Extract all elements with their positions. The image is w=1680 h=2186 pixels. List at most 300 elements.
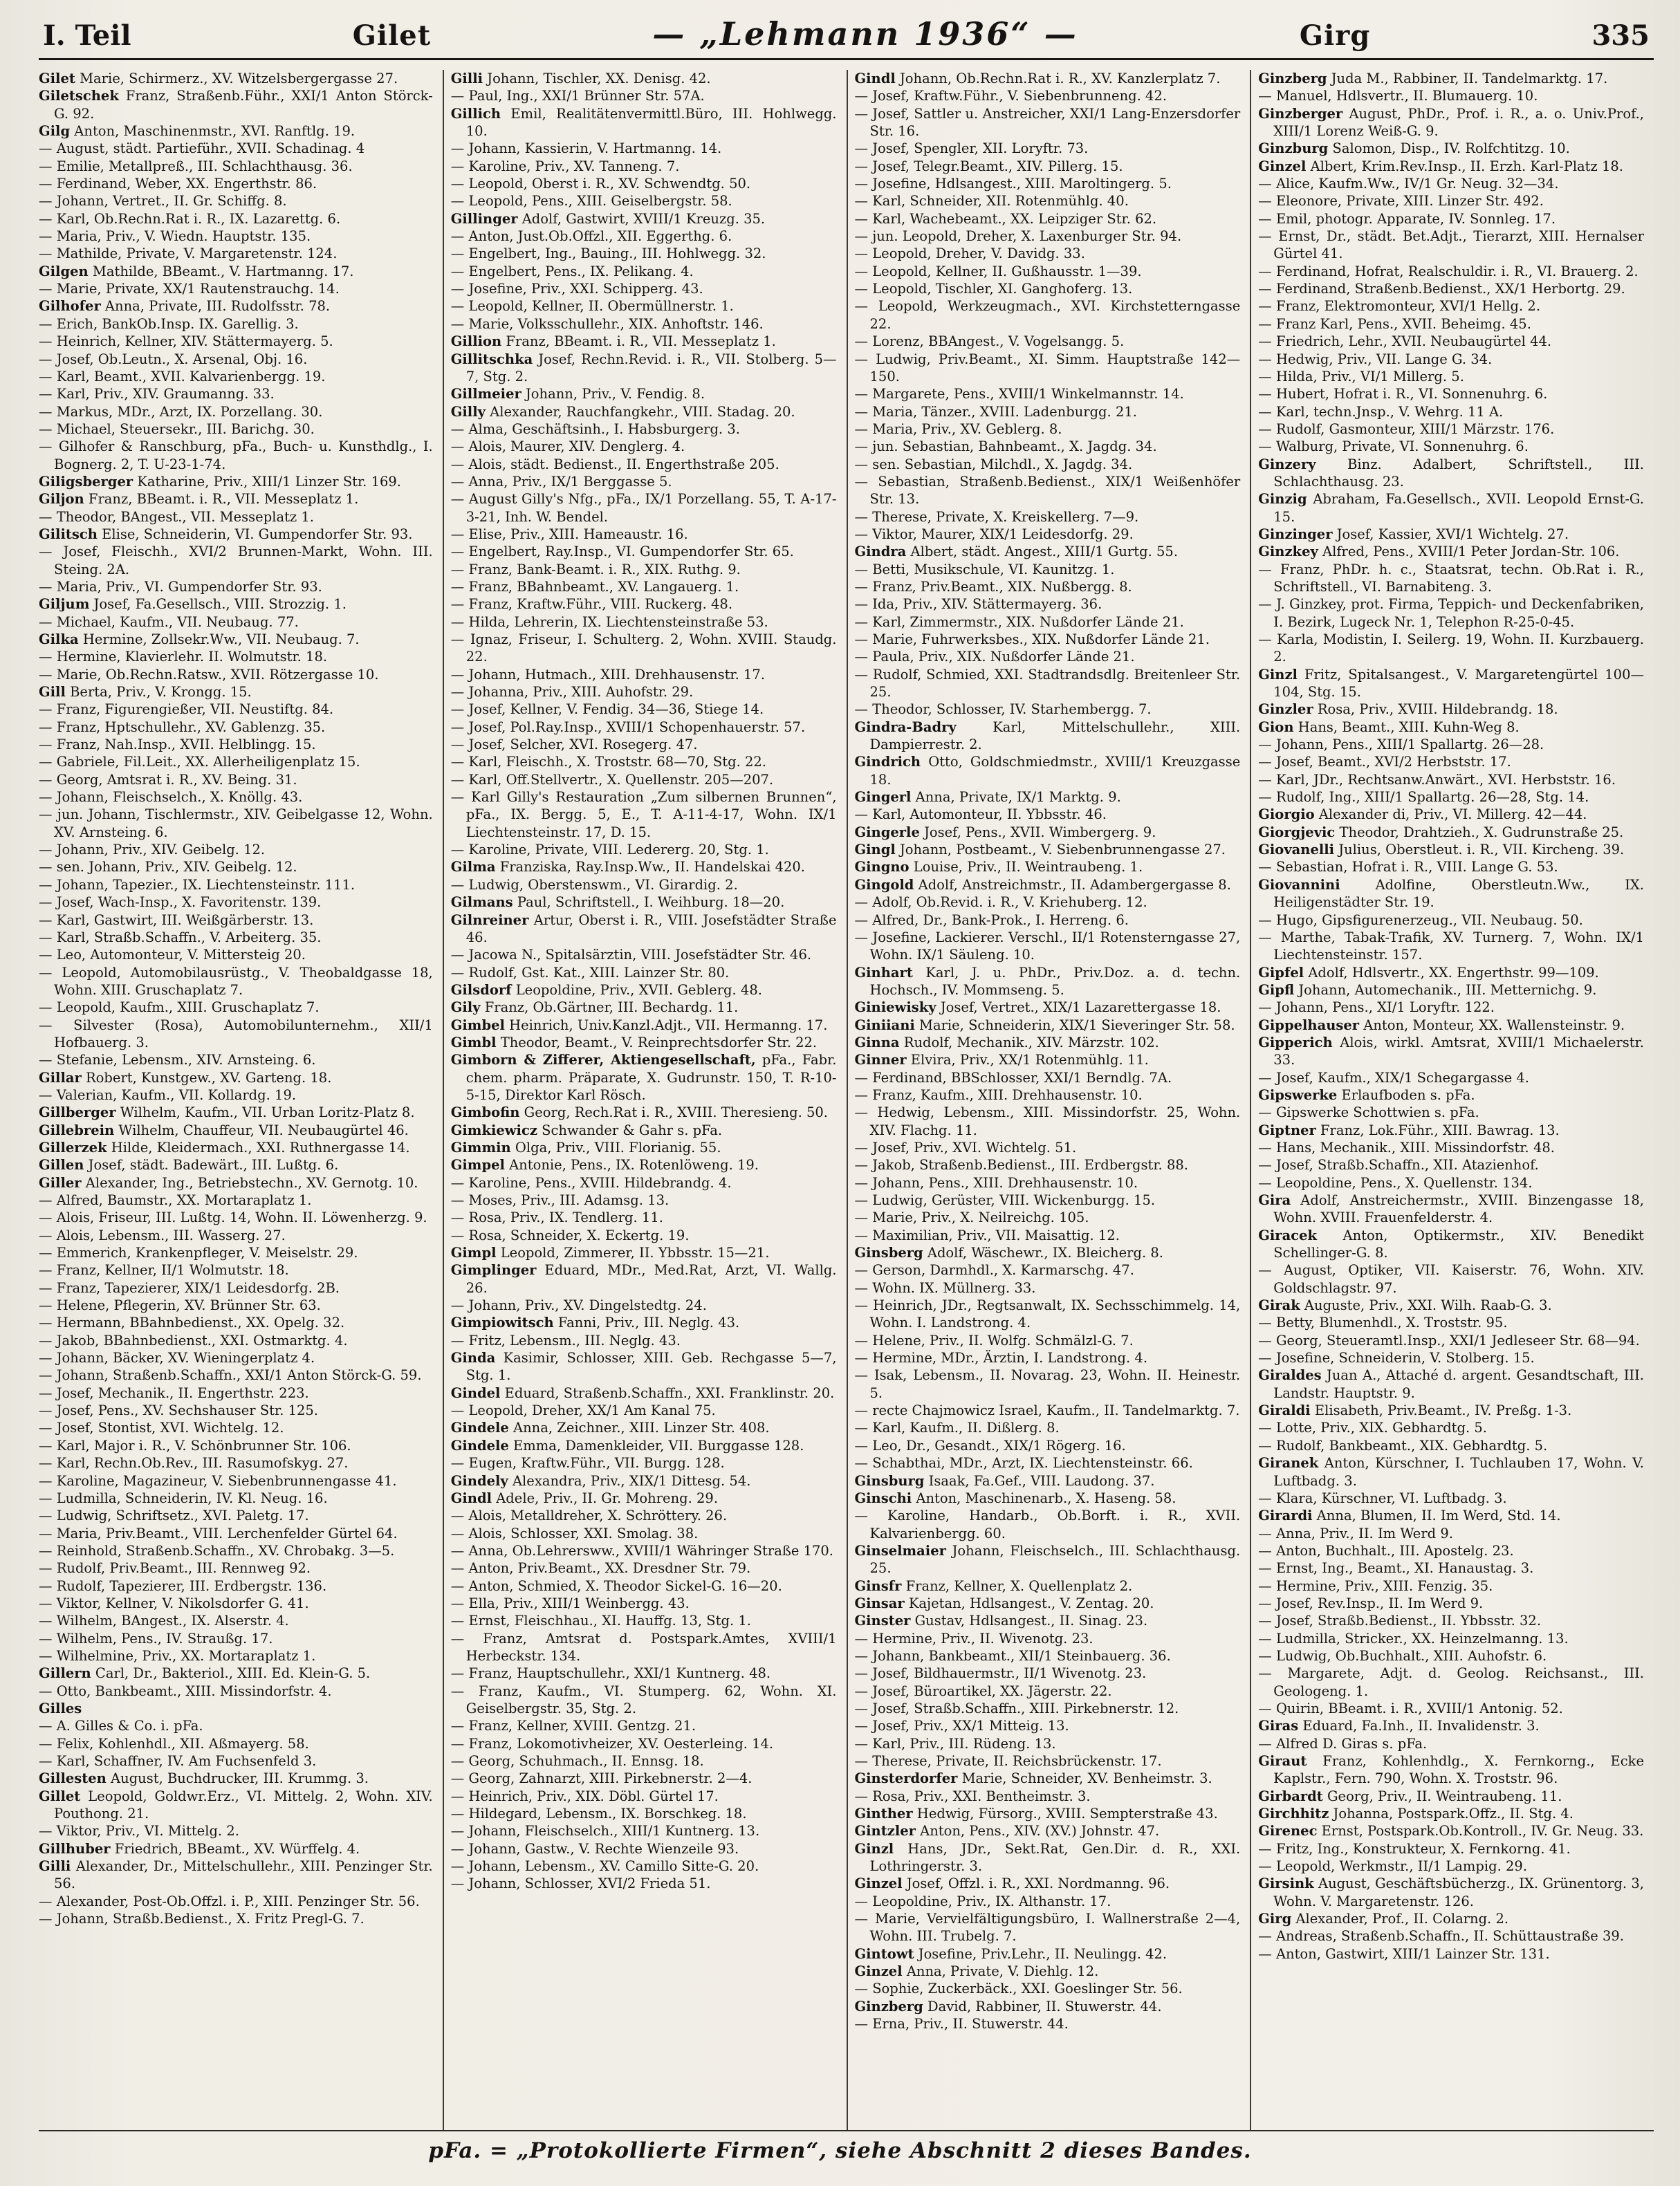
entry-text: — Anton, Gastwirt, XIII/1 Lainzer Str. 131.	[1258, 1945, 1550, 1962]
surname: Gira	[1258, 1192, 1291, 1208]
entry-text: — Karl, Beamt., XVII. Kalvarienbergg. 19.	[39, 368, 326, 385]
directory-entry	[451, 1122, 837, 1139]
directory-entry	[1258, 1419, 1644, 1436]
directory-entry	[39, 192, 433, 210]
directory-entry	[39, 1122, 433, 1139]
directory-entry	[39, 122, 433, 140]
entry-text: Alexander di, Priv., VI. Millerg. 42—44.	[1314, 806, 1587, 823]
entry-text: Rosa, Priv., XVIII. Hildebrandg. 18.	[1313, 701, 1558, 718]
entry-text: — Josef, Büroartikel, XX. Jägerstr. 22.	[854, 1683, 1112, 1699]
directory-entry	[39, 1349, 433, 1367]
entry-text: Fritz, Spitalsangest., V. Margaretengürtel 100—104, Stg. 15.	[1273, 666, 1644, 701]
entry-text: Marie, Schirmerz., XV. Witzelsbergergasse 27.	[75, 71, 398, 86]
surname: Giljum	[39, 596, 90, 613]
entry-text: Carl, Dr., Bakteriol., XIII. Ed. Klein-G. 5.	[91, 1665, 371, 1682]
directory-entry	[39, 210, 433, 228]
entry-text: — Viktor, Priv., VI. Mittelg. 2.	[39, 1823, 239, 1840]
directory-entry	[451, 1542, 837, 1559]
directory-entry	[39, 1630, 433, 1647]
surname: Gilnreiner	[450, 911, 529, 928]
directory-entry	[451, 297, 837, 315]
directory-entry	[451, 1630, 837, 1665]
directory-entry	[39, 508, 433, 526]
entry-text: — Leopoldine, Priv., IX. Althanstr. 17.	[854, 1893, 1111, 1909]
entry-text: — Andreas, Straßenb.Schaffn., II. Schüttaustraße 39.	[1258, 1928, 1625, 1945]
entry-text: Anton, Maschinenmstr., XVI. Ranftlg. 19.	[70, 123, 356, 140]
entry-text: Adolf, Hdlsvertr., XX. Engerthstr. 99—109.	[1304, 964, 1599, 981]
entry-text: Robert, Kunstgew., XV. Garteng. 18.	[81, 1069, 332, 1086]
directory-entry	[1258, 210, 1644, 228]
entry-text: Leopold, Zimmerer, II. Ybbsstr. 15—21.	[496, 1245, 770, 1261]
entry-text: Karl, J. u. PhDr., Priv.Doz. a. d. techn. Hochsch., IV. Mommseng. 5.	[869, 964, 1241, 998]
directory-entry	[451, 105, 837, 140]
directory-entry	[451, 1875, 837, 1892]
entry-text: Adolf, Gastwirt, XVIII/1 Kreuzg. 35.	[517, 210, 766, 227]
surname: Ginzl	[1258, 666, 1298, 683]
directory-entry	[39, 1858, 433, 1893]
directory-entry	[855, 1595, 1241, 1612]
entry-text: — A. Gilles & Co. i. pFa.	[39, 1718, 203, 1734]
directory-entry	[1258, 140, 1644, 157]
entry-text: Theodor, Drahtzieh., X. Gudrunstraße 25.	[1335, 824, 1624, 840]
directory-entry	[855, 1840, 1241, 1875]
directory-entry	[39, 1192, 433, 1209]
directory-entry	[855, 245, 1241, 262]
directory-entry	[39, 438, 433, 473]
directory-entry	[39, 1069, 433, 1086]
directory-entry	[1258, 1595, 1644, 1612]
directory-entry	[1258, 595, 1644, 631]
entry-text: Marie, Schneiderin, XIX/1 Sieveringer Str. 58.	[914, 1017, 1235, 1033]
entry-text: Fanni, Priv., III. Neglg. 43.	[553, 1315, 740, 1331]
directory-entry	[451, 911, 837, 947]
entry-text: — Moses, Priv., III. Adamsg. 13.	[450, 1192, 670, 1208]
surname: Giracek	[1258, 1227, 1318, 1243]
entry-text: — Friedrich, Lehr., XVII. Neubaugürtel 44.	[1258, 333, 1552, 350]
entry-text: — Karoline, Priv., XV. Tanneng. 7.	[450, 158, 680, 174]
directory-entry	[855, 1788, 1241, 1805]
page-header	[39, 15, 1654, 60]
directory-entry	[451, 543, 837, 560]
entry-text: — Karl, Off.Stellvertr., X. Quellenstr. 205—207.	[450, 771, 774, 788]
entry-text: Schwander & Gahr s. pFa.	[537, 1122, 723, 1138]
directory-entry	[1258, 1858, 1644, 1875]
directory-entry	[855, 1770, 1241, 1787]
entry-text: — Jacowa N., Spitalsärztin, VIII. Josefstädter Str. 46.	[450, 947, 812, 963]
surname: Gimkiewicz	[450, 1122, 537, 1138]
directory-columns	[39, 70, 1654, 2131]
directory-entry	[1258, 526, 1644, 543]
entry-text: Franz, Kellner, X. Quellenplatz 2.	[901, 1577, 1133, 1594]
entry-text: — Marie, Private, XX/1 Rautenstrauchg. 14.	[39, 281, 340, 297]
entry-text: — Rosa, Priv., XXI. Bentheimstr. 3.	[854, 1788, 1091, 1804]
entry-text: Julius, Oberstleut. i. R., VII. Kircheng. 39.	[1334, 842, 1625, 858]
directory-entry	[1258, 1630, 1644, 1647]
directory-entry	[855, 1069, 1241, 1086]
entry-text: — sen. Johann, Priv., XIV. Geibelg. 12.	[39, 859, 297, 876]
entry-text: Eduard, Straßenb.Schaffn., XXI. Franklinstr. 20.	[500, 1384, 835, 1401]
entry-text: — Quirin, BBeamt. i. R., XVIII/1 Antonig. 52.	[1258, 1700, 1563, 1716]
entry-text: — Hubert, Hofrat i. R., VI. Sonnenuhrg. 6.	[1258, 386, 1548, 402]
directory-entry	[855, 438, 1241, 455]
surname: Giras	[1258, 1718, 1299, 1734]
directory-entry	[39, 1770, 433, 1787]
surname: Gingl	[854, 842, 896, 858]
directory-entry	[451, 1665, 837, 1682]
entry-text: Anton, Kürschner, I. Tuchlauben 17, Wohn. V. Luftbadg. 3.	[1273, 1455, 1644, 1489]
directory-entry	[451, 701, 837, 718]
entry-text: Adolfine, Oberstleutn.Ww., IX. Heiligenstädter Str. 19.	[1273, 876, 1644, 911]
entry-text: Alexandra, Priv., XIX/1 Dittesg. 54.	[508, 1472, 751, 1489]
entry-text: — Georg, Zahnarzt, XIII. Pirkebnerstr. 2—4.	[450, 1770, 753, 1787]
directory-entry	[1258, 1349, 1644, 1367]
entry-text: — jun. Sebastian, Bahnbeamt., X. Jagdg. 34.	[854, 438, 1157, 455]
entry-text: — Hermine, Priv., XIII. Fenzig. 35.	[1258, 1577, 1493, 1594]
entry-text: — Ernst, Ing., Beamt., XI. Hanaustag. 3.	[1258, 1560, 1534, 1577]
directory-entry	[451, 456, 837, 473]
directory-entry	[39, 1683, 433, 1700]
entry-text: — Rudolf, Gasmonteur, XIII/1 Märzstr. 176.	[1258, 420, 1555, 437]
entry-text: — Alma, Geschäftsinh., I. Habsburgerg. 3.	[450, 420, 740, 437]
entry-text: — Therese, Private, II. Reichsbrückenstr. 17.	[854, 1753, 1162, 1769]
entry-text: — Engelbert, Ray.Insp., VI. Gumpendorfer Str. 65.	[450, 544, 794, 560]
directory-entry	[39, 1297, 433, 1314]
entry-text: — Otto, Bankbeamt., XIII. Missindorfstr. 4.	[39, 1683, 332, 1699]
directory-entry	[39, 1244, 433, 1261]
entry-text: Rudolf, Mechanik., XIV. Märzstr. 102.	[899, 1034, 1159, 1050]
entry-text: — Johanna, Priv., XIII. Auhofstr. 29.	[450, 684, 694, 701]
entry-text: Anna, Private, V. Diehlg. 12.	[902, 1963, 1099, 1980]
directory-entry	[855, 1454, 1241, 1472]
directory-entry	[451, 561, 837, 578]
entry-text: — Marie, Ob.Rechn.Ratsw., XVII. Rötzergasse 10.	[39, 666, 379, 683]
directory-entry	[451, 1858, 837, 1875]
entry-text: — Franz, Kellner, II/1 Wolmutstr. 18.	[39, 1262, 289, 1279]
entry-text: — Hermine, Klavierlehr. II. Wolmutstr. 18.	[39, 649, 328, 665]
directory-entry	[1258, 1542, 1644, 1559]
column-4	[1250, 70, 1654, 2131]
entry-text: — Karl, Schaffner, IV. Am Fuchsenfeld 3.	[39, 1753, 317, 1769]
directory-entry	[451, 736, 837, 753]
entry-text: — Heinrich, JDr., Regtsanwalt, IX. Sechsschimmelg. 14, Wohn. I. Landstrong. 4.	[854, 1297, 1241, 1331]
entry-text: — Karla, Modistin, I. Seilerg. 19, Wohn. II. Kurzbauerg. 2.	[1258, 631, 1644, 665]
directory-entry	[855, 1822, 1241, 1840]
directory-entry	[855, 806, 1241, 823]
entry-text: Johann, Priv., V. Fendig. 8.	[521, 386, 705, 402]
directory-entry	[39, 1490, 433, 1507]
surname: Gillen	[39, 1157, 84, 1174]
directory-entry	[855, 1490, 1241, 1507]
surname: Gimbel	[450, 1017, 505, 1033]
surname: Girsink	[1258, 1875, 1314, 1892]
surname: Gilitsch	[39, 526, 98, 542]
entry-text: Adolf, Anstreichermstr., XVIII. Binzengasse 18, Wohn. XVIII. Frauenfelderstr. 4.	[1273, 1192, 1644, 1226]
directory-entry	[1258, 1314, 1644, 1331]
entry-text: — Gerson, Darmhdl., X. Karmarschg. 47.	[854, 1262, 1134, 1279]
surname: Ginzig	[1258, 491, 1307, 508]
directory-entry	[1258, 1700, 1644, 1717]
directory-entry	[39, 1419, 433, 1436]
directory-entry	[451, 1805, 837, 1822]
entry-text: — Alice, Kaufm.Ww., IV/1 Gr. Neug. 32—34.	[1258, 176, 1559, 192]
entry-text: — Elise, Priv., XIII. Hameaustr. 16.	[450, 526, 688, 542]
surname: Gippelhauser	[1258, 1017, 1360, 1033]
directory-entry	[451, 473, 837, 490]
part-label: I. Teil	[43, 19, 131, 52]
directory-entry	[1258, 1139, 1644, 1156]
surname: Giorgio	[1258, 806, 1315, 823]
entry-text: — Josef, Straßb.Bedienst., II. Ybbsstr. 32.	[1258, 1613, 1542, 1629]
entry-text: — Helene, Priv., II. Wolfg. Schmälzl-G. 7.	[854, 1332, 1134, 1349]
entry-text: — Heinrich, Kellner, XIV. Stättermayerg. 5.	[39, 333, 333, 350]
entry-text: — Josef, Wach-Insp., X. Favoritenstr. 139.	[39, 894, 322, 911]
directory-entry	[39, 1910, 433, 1927]
directory-entry	[1258, 1156, 1644, 1174]
directory-entry	[1258, 1822, 1644, 1840]
directory-entry	[1258, 1227, 1644, 1262]
directory-entry	[39, 753, 433, 770]
entry-text: Alexander, Ing., Betriebstechn., XV. Gernotg. 10.	[81, 1174, 418, 1191]
entry-text: Wilhelm, Chauffeur, VII. Neubaugürtel 46.	[114, 1122, 409, 1138]
entry-text: — Ferdinand, Weber, XX. Engerthstr. 86.	[39, 176, 317, 192]
entry-text: — Viktor, Kellner, V. Nikolsdorfer G. 41.	[39, 1595, 309, 1611]
surname: Gimmin	[450, 1139, 511, 1156]
directory-entry	[39, 578, 433, 595]
entry-text: Elisabeth, Priv.Beamt., IV. Preßg. 1-3.	[1310, 1402, 1572, 1419]
directory-entry	[1258, 788, 1644, 806]
entry-text: — Alfred, Baumstr., XX. Mortaraplatz 1.	[39, 1192, 312, 1208]
directory-entry	[855, 543, 1241, 560]
entry-text: — Mathilde, Private, V. Margaretenstr. 124.	[39, 246, 338, 262]
entry-text: Adele, Priv., II. Gr. Mohreng. 29.	[492, 1490, 719, 1506]
surname: Ginzel	[854, 1963, 903, 1980]
directory-entry	[1258, 351, 1644, 368]
entry-text: — Franz, Kaufm., VI. Stumperg. 62, Wohn. XI. Geiselbergstr. 35, Stg. 2.	[450, 1683, 837, 1716]
entry-text: Johann, Tischler, XX. Denisg. 42.	[483, 71, 711, 86]
directory-entry	[451, 981, 837, 999]
surname: Gintowt	[854, 1945, 914, 1962]
directory-entry	[1258, 911, 1644, 929]
directory-entry	[1258, 1525, 1644, 1542]
directory-entry	[855, 1612, 1241, 1629]
directory-entry	[855, 192, 1241, 210]
entry-text: Elise, Schneiderin, VI. Gumpendorfer Str. 93.	[97, 526, 413, 542]
entry-text: Josef, Pens., XVII. Wimbergerg. 9.	[919, 824, 1156, 840]
surname: Gipswerke	[1258, 1086, 1338, 1103]
directory-entry	[855, 1419, 1241, 1436]
directory-entry	[855, 351, 1241, 386]
entry-text: — Rudolf, Gst. Kat., XIII. Lainzer Str. 80.	[450, 964, 730, 981]
entry-text: — Karl, JDr., Rechtsanw.Anwärt., XVI. Herbststr. 16.	[1258, 771, 1616, 788]
directory-entry	[39, 70, 433, 87]
entry-text: — Ludwig, Oberstenswm., VI. Girardig. 2.	[450, 876, 738, 893]
entry-text: — Ludwig, Gerüster, VIII. Wickenburgg. 15.	[854, 1192, 1156, 1208]
surname: Ginhart	[854, 964, 913, 981]
entry-text: — Georg, Schuhmach., II. Ennsg. 18.	[450, 1753, 704, 1769]
entry-text: — Stefanie, Lebensm., XIV. Arnsteing. 6.	[39, 1052, 316, 1068]
entry-text: — Rudolf, Tapezierer, III. Erdbergstr. 136.	[39, 1577, 327, 1594]
directory-entry	[451, 1332, 837, 1349]
entry-text: — Wilhelm, BAngest., IX. Alserstr. 4.	[39, 1613, 289, 1629]
directory-entry	[1258, 490, 1644, 526]
entry-text: — Theodor, BAngest., VII. Messeplatz 1.	[39, 508, 314, 525]
surname: Ginzler	[1258, 701, 1313, 718]
directory-entry	[1258, 876, 1644, 911]
directory-entry	[39, 385, 433, 402]
entry-text: Anna, Private, IX/1 Marktg. 9.	[911, 789, 1121, 806]
entry-text: — Walburg, Private, VI. Sonnenuhrg. 6.	[1258, 438, 1529, 455]
directory-entry	[451, 1577, 837, 1595]
directory-entry	[451, 841, 837, 858]
surname: Ginzel	[854, 1875, 903, 1892]
directory-entry	[39, 1227, 433, 1244]
entry-text: — Karl, Gastwirt, III. Weißgärberstr. 13.	[39, 911, 314, 928]
directory-entry	[1258, 315, 1644, 333]
directory-entry	[39, 245, 433, 262]
entry-text: — Hermine, Priv., II. Wivenotg. 23.	[854, 1630, 1093, 1647]
directory-entry	[451, 683, 837, 701]
surname: Giller	[39, 1174, 82, 1191]
directory-entry	[1258, 1261, 1644, 1297]
directory-entry	[451, 771, 837, 788]
directory-entry	[855, 1980, 1241, 1997]
directory-entry	[451, 158, 837, 175]
entry-text: — Franz, Bank-Beamt. i. R., XIX. Ruthg. 9.	[450, 561, 741, 577]
entry-text: — Franz, Kellner, XVIII. Gentzg. 21.	[450, 1718, 696, 1734]
directory-entry	[855, 1367, 1241, 1402]
directory-entry	[39, 1717, 433, 1734]
entry-text: — Johann, Pens., XI/1 Loryftr. 122.	[1258, 999, 1495, 1016]
entry-text: — Heinrich, Priv., XIX. Döbl. Gürtel 17.	[450, 1788, 719, 1804]
entry-text: pFa., Fabr. chem. pharm. Präparate, X. Gudrunstr. 150, T. R-10-5-15, Direktor Karl Rösch.	[465, 1052, 837, 1103]
surname: Gillion	[450, 333, 502, 350]
surname: Gimplinger	[450, 1262, 537, 1279]
directory-entry	[855, 333, 1241, 350]
directory-entry	[39, 1822, 433, 1840]
entry-text: August, Geschäftsbücherzg., IX. Grünentorg. 3, Wohn. V. Margaretenstr. 126.	[1273, 1875, 1644, 1909]
entry-text: — Karoline, Handarb., Ob.Borft. i. R., XVII. Kalvarienbergg. 60.	[854, 1508, 1241, 1541]
entry-text: — Johann, Pens., XIII. Drehhausenstr. 10.	[854, 1174, 1138, 1191]
entry-text: — Anton, Just.Ob.Offzl., XII. Eggerthg. 6.	[450, 228, 732, 245]
entry-text: — jun. Johann, Tischlermstr., XIV. Geibelgasse 12, Wohn. XV. Arnsteing. 6.	[39, 806, 433, 840]
entry-text: — Josef, Straßb.Schaffn., XIII. Pirkebnerstr. 12.	[854, 1700, 1179, 1716]
surname: Giovanelli	[1258, 842, 1335, 858]
entry-text: — Lotte, Priv., XIX. Gebhardtg. 5.	[1258, 1420, 1487, 1436]
entry-text: Emil, Realitätenvermittl.Büro, III. Hohlwegg. 10.	[465, 105, 837, 140]
directory-entry	[855, 508, 1241, 526]
directory-entry	[855, 1945, 1241, 1963]
directory-entry	[39, 315, 433, 333]
surname: Ginschi	[854, 1490, 912, 1506]
surname: Gilg	[39, 123, 71, 140]
directory-entry	[39, 473, 433, 490]
directory-entry	[451, 192, 837, 210]
surname: Ginzberger	[1258, 105, 1343, 122]
directory-entry	[39, 1752, 433, 1770]
directory-entry	[451, 578, 837, 595]
entry-text: — Gilhofer & Ranschburg, pFa., Buch- u. Kunsthdlg., I. Bognerg. 2, T. U-23-1-74.	[39, 438, 433, 472]
directory-entry	[39, 876, 433, 893]
entry-text: — Betti, Musikschule, VI. Kaunitzg. 1.	[854, 561, 1115, 577]
directory-entry	[451, 1840, 837, 1858]
directory-entry	[451, 1612, 837, 1629]
directory-entry	[451, 420, 837, 438]
directory-entry	[451, 526, 837, 543]
directory-entry	[855, 175, 1241, 192]
entry-text: — Fritz, Ing., Konstrukteur, X. Fernkorng. 41.	[1258, 1840, 1571, 1857]
entry-text: Paul, Schriftstell., I. Weihburg. 18—20.	[513, 894, 785, 911]
entry-text: Anton, Maschinenarb., X. Haseng. 58.	[912, 1490, 1176, 1506]
directory-entry	[1258, 543, 1644, 560]
directory-entry	[855, 456, 1241, 473]
entry-text: — Johann, Bäcker, XV. Wieningerplatz 4.	[39, 1350, 315, 1367]
entry-text: — Franz, Kaufm., XIII. Drehhausenstr. 10.	[854, 1086, 1143, 1103]
entry-text: — Ernst, Fleischhau., XI. Hauffg. 13, Stg. 1.	[450, 1613, 751, 1629]
surname: Gindel	[450, 1384, 501, 1401]
entry-text: — Josef, Pens., XV. Sechshauser Str. 125.	[39, 1402, 319, 1419]
directory-entry	[855, 1017, 1241, 1034]
entry-text: — Josefine, Hdlsangest., XIII. Maroltingerg. 5.	[854, 176, 1172, 192]
entry-text: — Felix, Kohlenhdl., XII. Aßmayerg. 58.	[39, 1735, 309, 1752]
surname: Gimpl	[450, 1245, 497, 1261]
surname: Giraldes	[1258, 1367, 1322, 1384]
directory-entry	[1258, 858, 1644, 876]
entry-text: — Marthe, Tabak-Trafik, XV. Turnerg. 7, Wohn. IX/1 Liechtensteinstr. 157.	[1258, 929, 1644, 963]
directory-entry	[1258, 438, 1644, 455]
entry-text: — Johann, Fleischselch., X. Knöllg. 43.	[39, 789, 303, 806]
entry-text: August, PhDr., Prof. i. R., a. o. Univ.Prof., XIII/1 Lorenz Weiß-G. 9.	[1273, 105, 1644, 140]
entry-text: Olga, Priv., VIII. Florianig. 55.	[510, 1139, 721, 1156]
surname: Gilhofer	[39, 298, 101, 315]
directory-entry	[855, 613, 1241, 631]
surname: Gillar	[39, 1069, 82, 1086]
surname: Gingold	[854, 876, 914, 893]
entry-text: — Franz, Hauptschullehr., XXI/1 Kuntnerg. 48.	[450, 1665, 771, 1682]
directory-entry	[39, 1367, 433, 1384]
entry-text: — Anton, Buchhalt., III. Apostelg. 23.	[1258, 1542, 1514, 1559]
directory-entry	[39, 1595, 433, 1612]
directory-entry	[855, 719, 1241, 754]
surname: Gilsdorf	[450, 981, 512, 998]
directory-entry	[451, 753, 837, 770]
entry-text: — Rosa, Priv., IX. Tendlerg. 11.	[450, 1210, 663, 1226]
entry-text: — Eleonore, Private, XIII. Linzer Str. 492.	[1258, 193, 1544, 210]
entry-text: — Johann, Fleischselch., XIII/1 Kuntnerg. 13.	[450, 1823, 760, 1840]
directory-entry	[1258, 929, 1644, 964]
entry-text: — Johann, Tapezier., IX. Liechtensteinstr. 111.	[39, 876, 356, 893]
directory-entry	[39, 788, 433, 806]
directory-entry	[39, 648, 433, 665]
directory-entry	[1258, 1752, 1644, 1788]
directory-entry	[451, 1770, 837, 1787]
entry-text: Johann, Automechanik., III. Metternichg. 9.	[1294, 981, 1597, 998]
entry-text: Anna, Blumen, II. Im Werd, Std. 14.	[1312, 1508, 1561, 1524]
directory-entry	[39, 1332, 433, 1349]
surname: Girenec	[1258, 1823, 1318, 1840]
directory-entry	[855, 1542, 1241, 1577]
directory-entry	[39, 420, 433, 438]
entry-text: — Adolf, Ob.Revid. i. R., V. Kriehuberg. 12.	[854, 894, 1147, 911]
directory-entry	[39, 1086, 433, 1104]
entry-text: — Paul, Ing., XXI/1 Brünner Str. 57A.	[450, 88, 705, 104]
directory-entry	[1258, 771, 1644, 788]
directory-entry	[1258, 631, 1644, 666]
entry-text: — Josef, Priv., XX/1 Mitteig. 13.	[854, 1718, 1069, 1734]
entry-text: — Karl, Rechn.Ob.Rev., III. Rasumofskyg. 27.	[39, 1455, 349, 1472]
directory-entry	[39, 1525, 433, 1542]
surname: Gipperich	[1258, 1034, 1333, 1050]
entry-text: — Leopold, Dreher, XX/1 Am Kanal 75.	[450, 1402, 716, 1419]
